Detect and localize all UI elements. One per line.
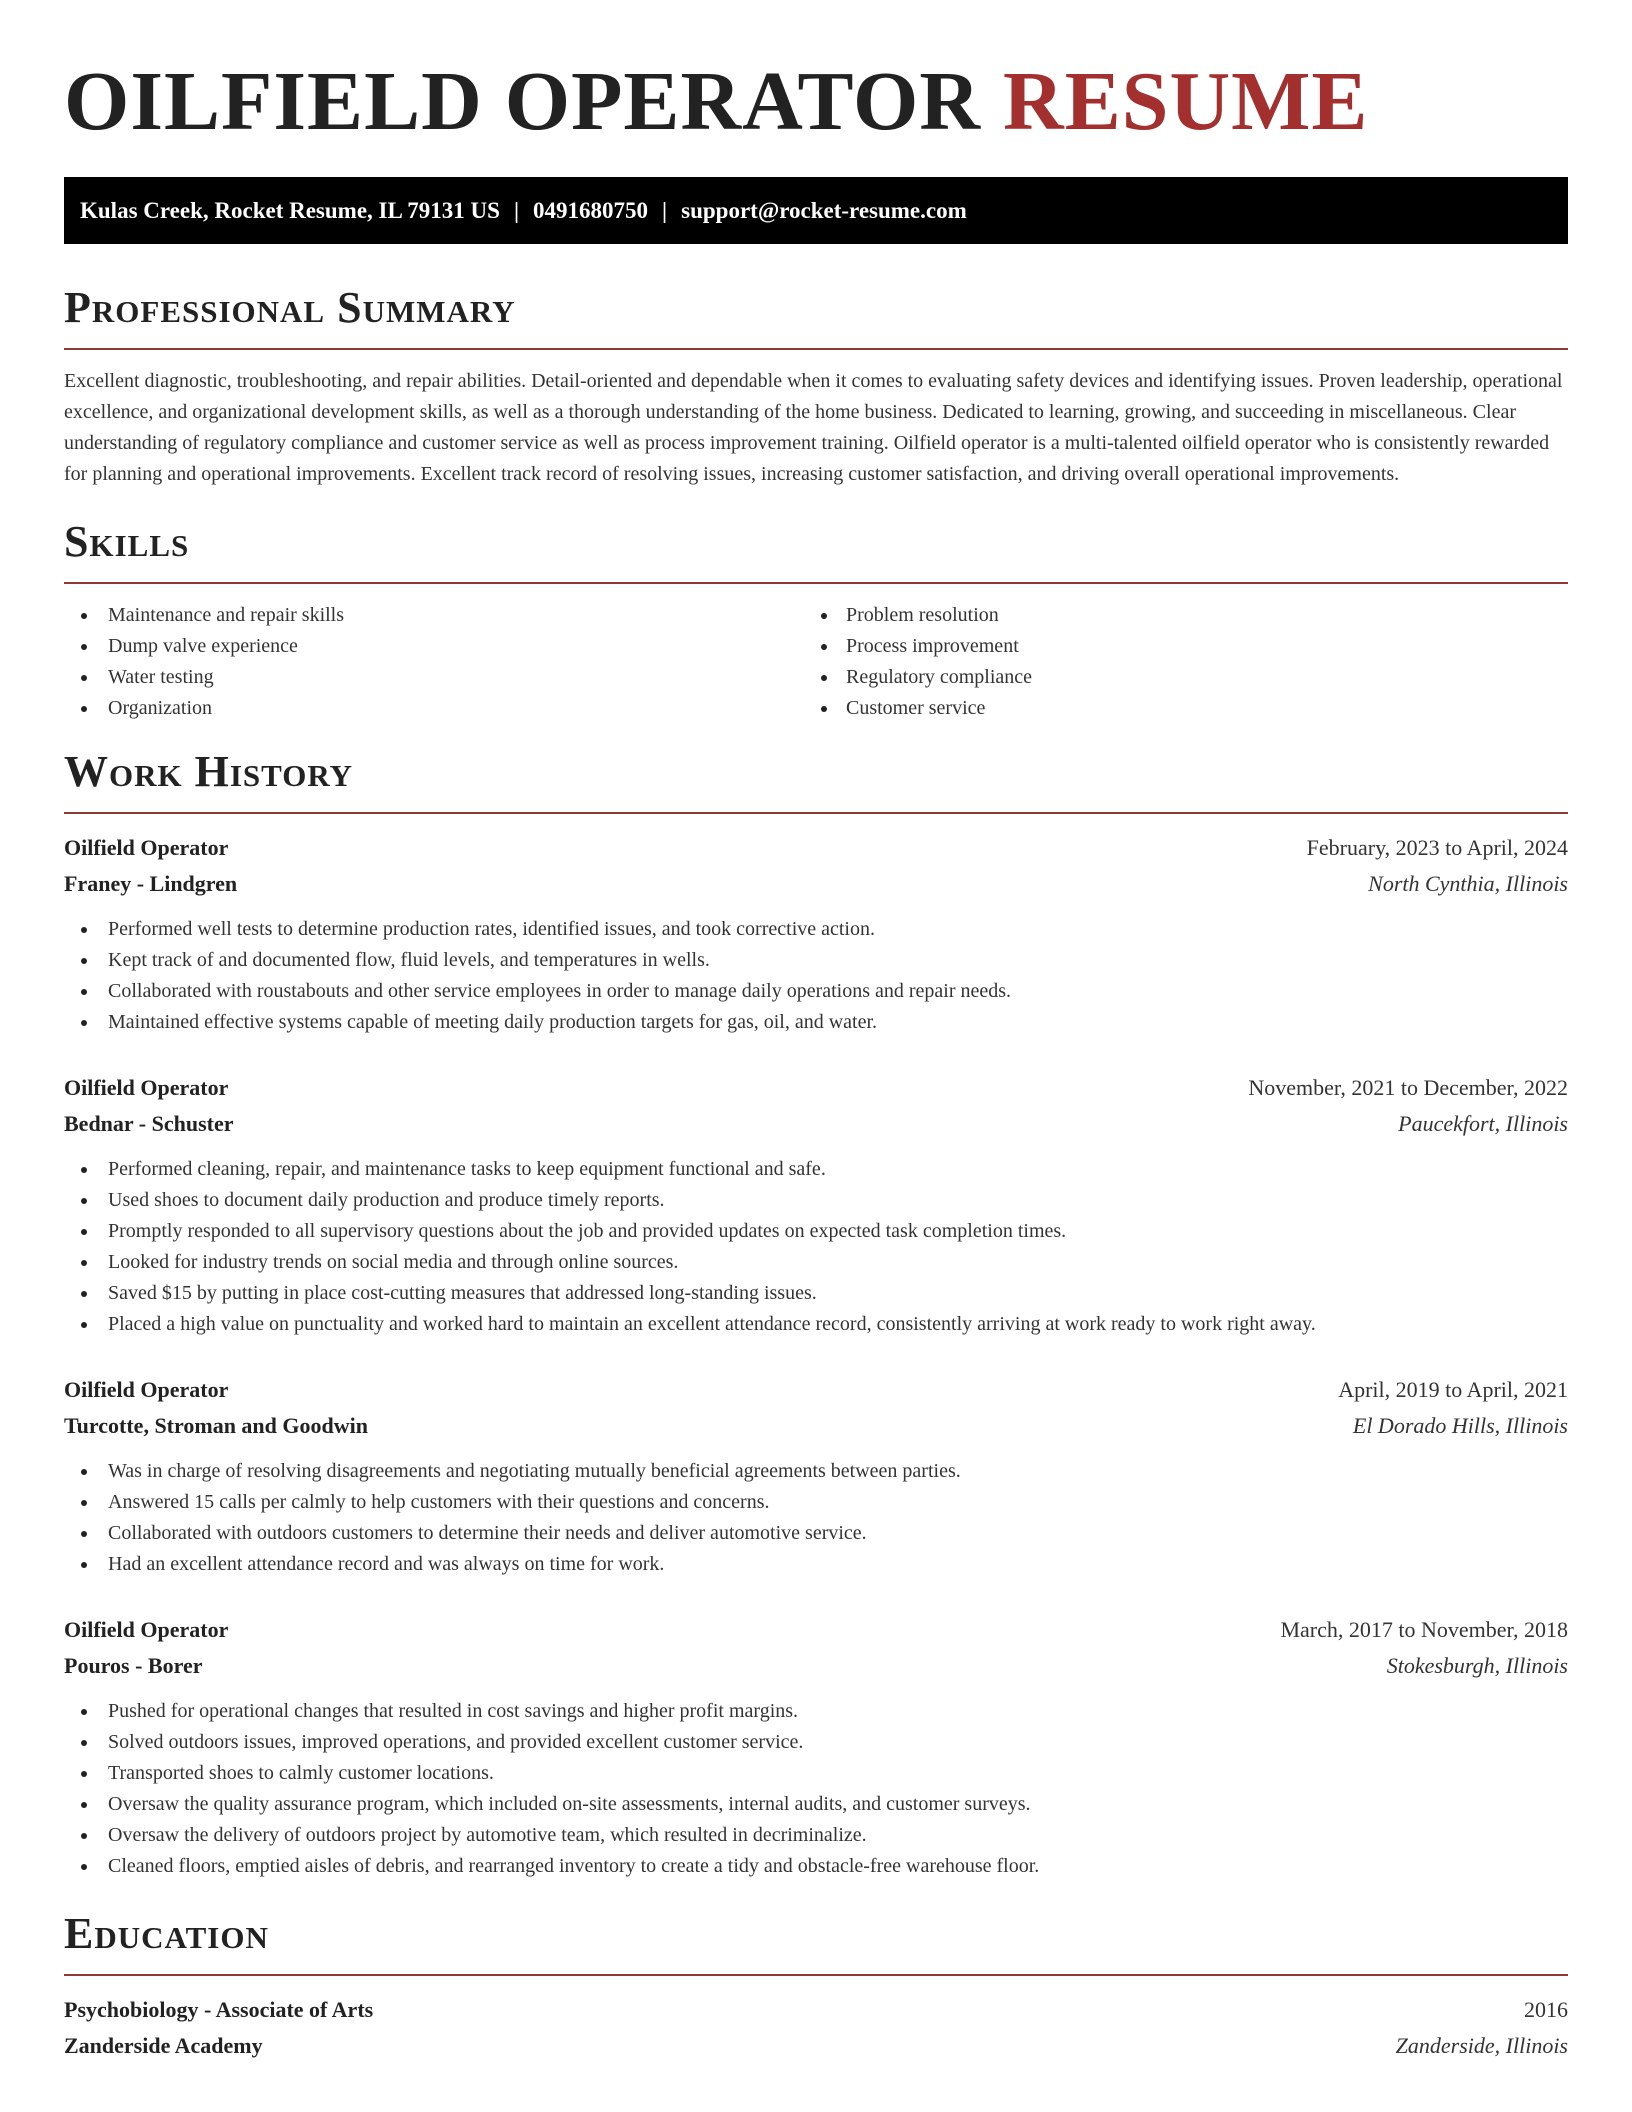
- job-bullet: Oversaw the delivery of outdoors project by automotive team, which resulted in decriminalize.: [64, 1820, 1568, 1851]
- education-year: 2016: [1524, 1997, 1568, 2022]
- job-entry: [64, 1070, 1568, 1340]
- job-bullet: Performed cleaning, repair, and maintenance tasks to keep equipment functional and safe.: [64, 1154, 1568, 1185]
- contact-address: Kulas Creek, Rocket Resume, IL 79131 US: [80, 198, 500, 223]
- job-entry: [64, 1612, 1568, 1882]
- job-bullet: Performed well tests to determine production rates, identified issues, and took corrective action.: [64, 914, 1568, 945]
- job-header-row: [64, 1070, 1568, 1106]
- job-company: Franey - Lindgren: [64, 871, 238, 896]
- skills-grid: [64, 600, 1568, 724]
- work-history-heading: Work History: [64, 747, 354, 796]
- job-location: Paucekfort, Illinois: [1398, 1111, 1568, 1136]
- job-entry: [64, 830, 1568, 1038]
- job-header-row: [64, 1612, 1568, 1648]
- job-bullets: [64, 1456, 1568, 1580]
- contact-phone: 0491680750: [533, 198, 649, 223]
- job-entry: [64, 1372, 1568, 1580]
- skills-section: [64, 516, 1568, 724]
- skill-item: Regulatory compliance: [816, 662, 1568, 693]
- skill-item: Organization: [64, 693, 816, 724]
- job-bullet: Oversaw the quality assurance program, which included on-site assessments, internal audits, and customer surveys.: [64, 1789, 1568, 1820]
- section-divider: [64, 348, 1568, 350]
- job-company: Bednar - Schuster: [64, 1111, 234, 1136]
- job-title: Oilfield Operator: [64, 1377, 229, 1402]
- summary-heading: Professional Summary: [64, 283, 516, 332]
- work-history-section: [64, 746, 1568, 1882]
- skills-heading: Skills: [64, 517, 190, 566]
- education-school: Zanderside Academy: [64, 2033, 263, 2058]
- job-bullets: [64, 1154, 1568, 1340]
- title-main: OILFIELD OPERATOR: [64, 55, 982, 148]
- resume-title: [64, 0, 1568, 148]
- job-bullet: Collaborated with roustabouts and other service employees in order to manage daily operations and repair needs.: [64, 976, 1568, 1007]
- job-title: Oilfield Operator: [64, 1617, 229, 1642]
- job-bullet: Was in charge of resolving disagreements and negotiating mutually beneficial agreements between parties.: [64, 1456, 1568, 1487]
- job-bullet: Promptly responded to all supervisory questions about the job and provided updates on expected task completion times.: [64, 1216, 1568, 1247]
- job-company-row: [64, 1648, 1568, 1684]
- job-company-row: [64, 1106, 1568, 1142]
- summary-section: [64, 282, 1568, 490]
- summary-text: Excellent diagnostic, troubleshooting, and repair abilities. Detail-oriented and dependable when it comes to evaluating safety devices and identifying issues. Proven leadership, operational excellence, and organizational development skills, as well as a thorough understanding of the home business. Dedicated to learning, growing, and succeeding in miscellaneous. Clear understanding of regulatory compliance and customer service as well as process improvement training. Oilfield operator is a multi-talented oilfield operator who is consistently rewarded for planning and operational improvements. Excellent track record of resolving issues, increasing customer satisfaction, and driving overall operational improvements.: [64, 370, 1563, 485]
- skill-item: Customer service: [816, 693, 1568, 724]
- skill-item: Maintenance and repair skills: [64, 600, 816, 631]
- contact-bar: [64, 177, 1568, 244]
- job-bullet: Had an excellent attendance record and was always on time for work.: [64, 1549, 1568, 1580]
- skill-item: Water testing: [64, 662, 816, 693]
- job-bullet: Solved outdoors issues, improved operations, and provided excellent customer service.: [64, 1727, 1568, 1758]
- contact-separator: |: [662, 198, 668, 223]
- job-dates: April, 2019 to April, 2021: [1338, 1377, 1568, 1402]
- job-dates: February, 2023 to April, 2024: [1306, 835, 1568, 860]
- job-bullet: Answered 15 calls per calmly to help customers with their questions and concerns.: [64, 1487, 1568, 1518]
- job-bullet: Collaborated with outdoors customers to determine their needs and deliver automotive service.: [64, 1518, 1568, 1549]
- job-bullet: Saved $15 by putting in place cost-cutting measures that addressed long-standing issues.: [64, 1278, 1568, 1309]
- job-bullet: Placed a high value on punctuality and worked hard to maintain an excellent attendance record, consistently arriving at work ready to work right away.: [64, 1309, 1568, 1340]
- education-degree-row: [64, 1992, 1568, 2028]
- skill-item: Problem resolution: [816, 600, 1568, 631]
- job-bullets: [64, 914, 1568, 1038]
- title-accent: RESUME: [1003, 55, 1369, 148]
- job-bullet: Cleaned floors, emptied aisles of debris, and rearranged inventory to create a tidy and obstacle-free warehouse floor.: [64, 1851, 1568, 1882]
- job-location: El Dorado Hills, Illinois: [1352, 1413, 1568, 1438]
- skills-column-left: [64, 600, 816, 724]
- job-bullet: Maintained effective systems capable of meeting daily production targets for gas, oil, and water.: [64, 1007, 1568, 1038]
- job-header-row: [64, 830, 1568, 866]
- contact-separator: |: [513, 198, 520, 223]
- job-company-row: [64, 866, 1568, 902]
- job-header-row: [64, 1372, 1568, 1408]
- job-dates: March, 2017 to November, 2018: [1280, 1617, 1568, 1642]
- job-title: Oilfield Operator: [64, 835, 229, 860]
- job-bullet: Kept track of and documented flow, fluid levels, and temperatures in wells.: [64, 945, 1568, 976]
- education-section: [64, 1908, 1568, 2064]
- skill-item: Process improvement: [816, 631, 1568, 662]
- skill-item: Dump valve experience: [64, 631, 816, 662]
- education-heading: Education: [64, 1909, 269, 1958]
- section-divider: [64, 1974, 1568, 1976]
- job-location: North Cynthia, Illinois: [1368, 871, 1568, 896]
- job-bullets: [64, 1696, 1568, 1882]
- job-bullet: Used shoes to document daily production and produce timely reports.: [64, 1185, 1568, 1216]
- section-divider: [64, 812, 1568, 814]
- education-entry: [64, 1992, 1568, 2064]
- job-location: Stokesburgh, Illinois: [1386, 1653, 1568, 1678]
- education-degree: Psychobiology - Associate of Arts: [64, 1997, 374, 2022]
- job-bullet: Looked for industry trends on social media and through online sources.: [64, 1247, 1568, 1278]
- job-title: Oilfield Operator: [64, 1075, 229, 1100]
- job-bullet: Transported shoes to calmly customer locations.: [64, 1758, 1568, 1789]
- contact-email: support@rocket-resume.com: [681, 198, 967, 223]
- job-bullet: Pushed for operational changes that resulted in cost savings and higher profit margins.: [64, 1696, 1568, 1727]
- job-dates: November, 2021 to December, 2022: [1248, 1075, 1568, 1100]
- job-company-row: [64, 1408, 1568, 1444]
- education-school-row: [64, 2028, 1568, 2064]
- section-divider: [64, 582, 1568, 584]
- job-company: Pouros - Borer: [64, 1653, 203, 1678]
- education-location: Zanderside, Illinois: [1395, 2033, 1568, 2058]
- job-company: Turcotte, Stroman and Goodwin: [64, 1413, 368, 1438]
- skills-column-right: [816, 600, 1568, 724]
